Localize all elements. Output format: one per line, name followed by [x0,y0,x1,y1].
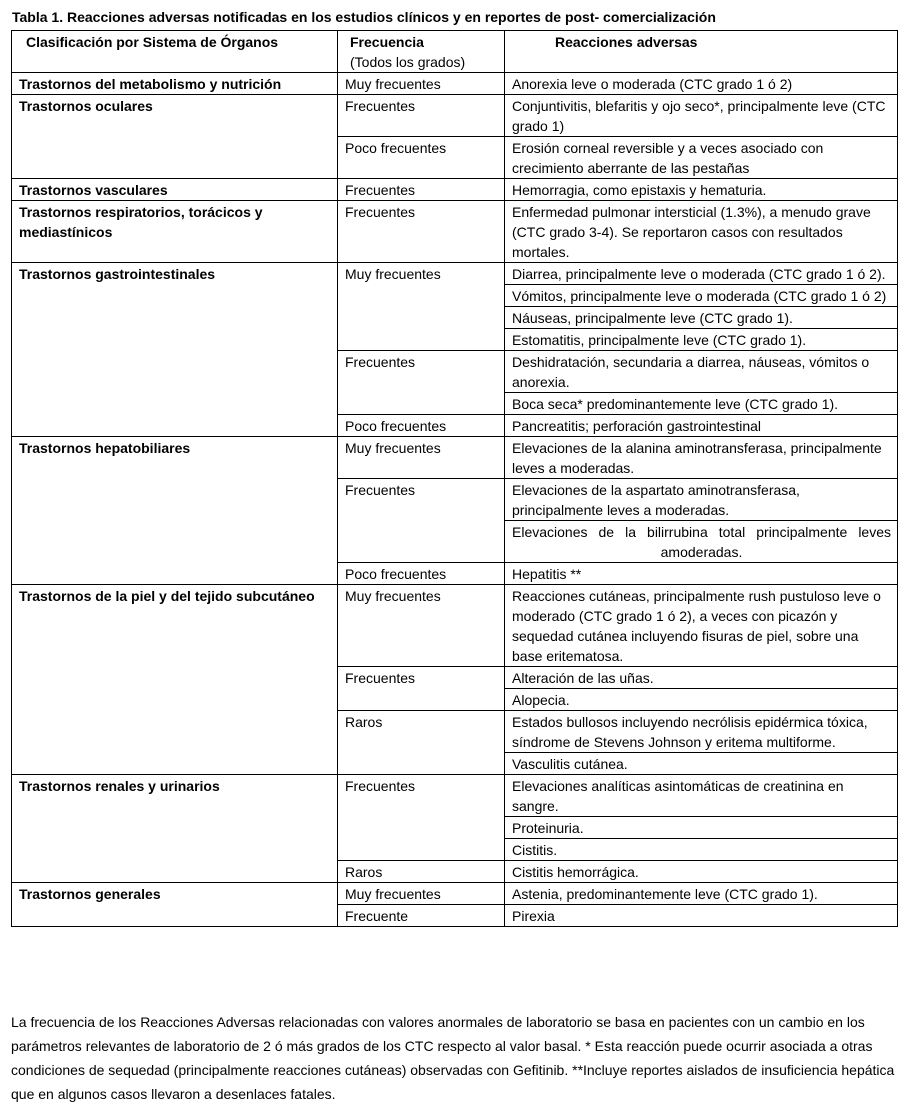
organ-system-cell: Trastornos oculares [12,95,338,179]
table-row [12,883,898,905]
frequency-cell: Muy frecuentes [338,73,505,95]
reaction-cell: Proteinuria. [505,817,898,839]
reaction-cell: Elevaciones de la alanina aminotransferasa, principalmente leves a moderadas. [505,437,898,479]
reaction-cell: Erosión corneal reversible y a veces asociado con crecimiento aberrante de las pestañas [505,137,898,179]
table-row [12,585,898,667]
reaction-cell: Elevaciones analíticas asintomáticas de creatinina en sangre. [505,775,898,817]
organ-system-cell: Trastornos hepatobiliares [12,437,338,585]
frequency-cell: Frecuente [338,905,505,927]
table-footnote: La frecuencia de los Reacciones Adversas relacionadas con valores anormales de laboratorio se basa en pacientes con un cambio en los parámetros relevantes de laboratorio de 2 ó más grados de los CTC respecto al valor basal. * Esta reacción puede ocurrir asociada a otras condiciones de sequedad (principalmente reacciones cutáneas) observadas con Gefitinib. **Incluye reportes aislados de insuficiencia hepática que en algunos casos llevaron a desenlaces fatales. [11,1014,895,1102]
reaction-cell: Diarrea, principalmente leve o moderada (CTC grado 1 ó 2). [505,263,898,285]
reaction-cell: Hepatitis ** [505,563,898,585]
reaction-cell: Enfermedad pulmonar intersticial (1.3%), a menudo grave (CTC grado 3-4). Se reportaron casos con resultados mortales. [505,201,898,263]
reaction-cell: Hemorragia, como epistaxis y hematuria. [505,179,898,201]
header-frequency-sublabel: (Todos los grados) [350,54,466,70]
reaction-cell: Pancreatitis; perforación gastrointestinal [505,415,898,437]
frequency-cell: Raros [338,711,505,775]
reaction-cell: Vasculitis cutánea. [505,753,898,775]
reaction-cell: Vómitos, principalmente leve o moderada (CTC grado 1 ó 2) [505,285,898,307]
frequency-cell: Muy frecuentes [338,883,505,905]
frequency-cell: Frecuentes [338,351,505,415]
table-row [12,95,898,137]
frequency-cell: Muy frecuentes [338,437,505,479]
header-adverse-reactions: Reacciones adversas [505,31,898,73]
table-row [12,437,898,479]
reaction-cell: Deshidratación, secundaria a diarrea, náuseas, vómitos o anorexia. [505,351,898,393]
header-frequency [338,31,505,73]
frequency-cell: Frecuentes [338,775,505,861]
frequency-cell: Poco frecuentes [338,137,505,179]
frequency-cell: Frecuentes [338,479,505,563]
reaction-cell: Cistitis hemorrágica. [505,861,898,883]
table-row [12,73,898,95]
header-organ-system: Clasificación por Sistema de Órganos [12,31,338,73]
reaction-cell: Anorexia leve o moderada (CTC grado 1 ó 2) [505,73,898,95]
frequency-cell: Frecuentes [338,179,505,201]
reaction-cell: Alteración de las uñas. [505,667,898,689]
frequency-cell: Muy frecuentes [338,263,505,351]
organ-system-cell: Trastornos de la piel y del tejido subcutáneo [12,585,338,775]
reaction-cell: Pirexia [505,905,898,927]
frequency-cell: Frecuentes [338,95,505,137]
reaction-cell: Estomatitis, principalmente leve (CTC grado 1). [505,329,898,351]
reaction-cell: Astenia, predominantemente leve (CTC grado 1). [505,883,898,905]
table-body [12,73,898,927]
reaction-cell: Boca seca* predominantemente leve (CTC grado 1). [505,393,898,415]
organ-system-cell: Trastornos respiratorios, torácicos y mediastínicos [12,201,338,263]
frequency-cell: Poco frecuentes [338,415,505,437]
reaction-cell: Cistitis. [505,839,898,861]
reaction-cell: Elevaciones de la aspartato aminotransferasa, principalmente leves a moderadas. [505,479,898,521]
table-header-row [12,31,898,73]
reaction-cell: Estados bullosos incluyendo necrólisis epidérmica tóxica, síndrome de Stevens Johnson y eritema multiforme. [505,711,898,753]
organ-system-cell: Trastornos vasculares [12,179,338,201]
reaction-cell: Alopecia. [505,689,898,711]
frequency-cell: Frecuentes [338,201,505,263]
table-row [12,263,898,285]
header-frequency-label: Frecuencia [350,34,424,50]
organ-system-cell: Trastornos gastrointestinales [12,263,338,437]
table-row [12,179,898,201]
frequency-cell: Raros [338,861,505,883]
organ-system-cell: Trastornos del metabolismo y nutrición [12,73,338,95]
frequency-cell: Muy frecuentes [338,585,505,667]
organ-system-cell: Trastornos generales [12,883,338,927]
reaction-cell: Conjuntivitis, blefaritis y ojo seco*, principalmente leve (CTC grado 1) [505,95,898,137]
frequency-cell: Poco frecuentes [338,563,505,585]
reaction-cell: Elevaciones de la bilirrubina total principalmente leves amoderadas. [505,521,898,563]
table-caption: Tabla 1. Reacciones adversas notificadas en los estudios clínicos y en reportes de post- comercialización [12,9,716,25]
adverse-reactions-table [11,30,898,927]
table-row [12,775,898,817]
frequency-cell: Frecuentes [338,667,505,711]
organ-system-cell: Trastornos renales y urinarios [12,775,338,883]
reaction-cell: Náuseas, principalmente leve (CTC grado 1). [505,307,898,329]
table-row [12,201,898,263]
reaction-cell: Reacciones cutáneas, principalmente rush pustuloso leve o moderado (CTC grado 1 ó 2), a veces con picazón y sequedad cutánea incluyendo fisuras de piel, sobre una base eritematosa. [505,585,898,667]
